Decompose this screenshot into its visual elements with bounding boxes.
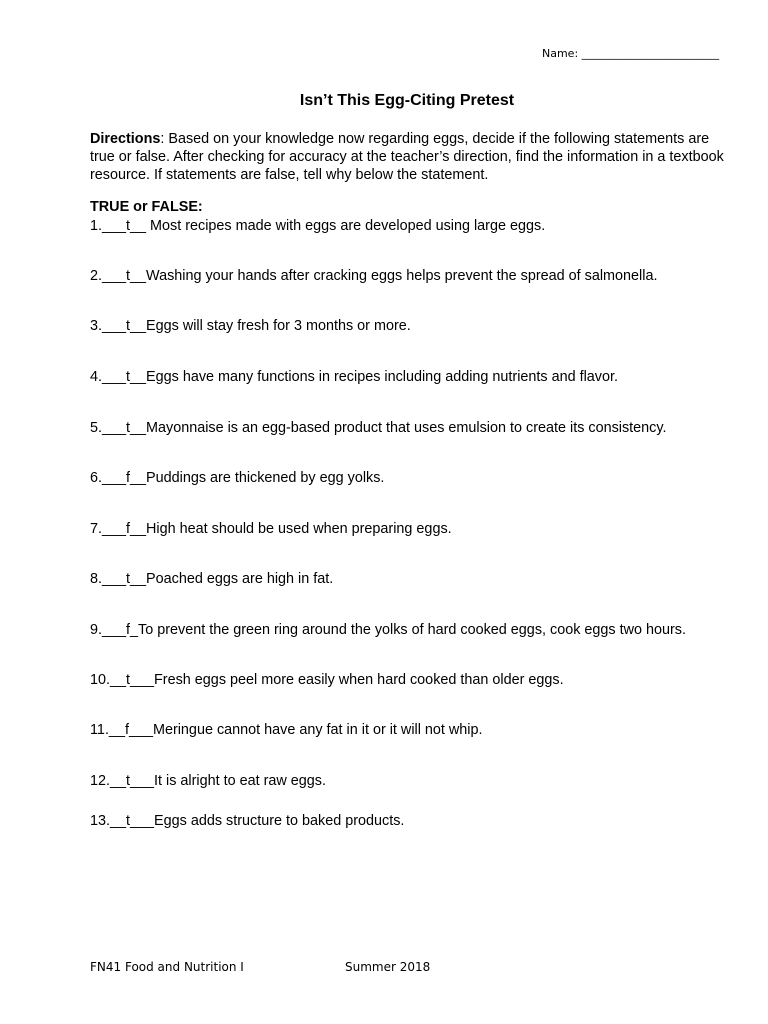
directions-label: Directions xyxy=(90,131,161,147)
directions-paragraph xyxy=(90,130,730,184)
question-3: 3.___t__Eggs will stay fresh for 3 months or more. xyxy=(90,318,411,334)
question-8: 8.___t__Poached eggs are high in fat. xyxy=(90,571,334,587)
question-1: 1.___t__ Most recipes made with eggs are developed using large eggs. xyxy=(90,218,546,234)
question-2: 2.___t__Washing your hands after cracking eggs helps prevent the spread of salmonella. xyxy=(90,268,658,284)
footer-course: FN41 Food and Nutrition I xyxy=(90,960,244,974)
page-title: Isn’t This Egg-Citing Pretest xyxy=(299,92,515,109)
question-9: 9.___f_To prevent the green ring around the yolks of hard cooked eggs, cook eggs two hours. xyxy=(90,622,686,638)
question-10: 10.__t___Fresh eggs peel more easily when hard cooked than older eggs. xyxy=(90,672,564,688)
directions-text: : Based on your knowledge now regarding eggs, decide if the following statements are true or false. After checking for accuracy at the teacher’s direction, find the information in a textbook resource. If statements are false, tell why below the statement. xyxy=(90,131,724,183)
question-12: 12.__t___It is alright to eat raw eggs. xyxy=(90,773,326,789)
name-field[interactable]: Name: _________________________ xyxy=(542,47,720,60)
question-13: 13.__t___Eggs adds structure to baked products. xyxy=(90,813,405,829)
question-6: 6.___f__Puddings are thickened by egg yolks. xyxy=(90,470,385,486)
question-4: 4.___t__Eggs have many functions in recipes including adding nutrients and flavor. xyxy=(90,369,618,385)
question-5: 5.___t__Mayonnaise is an egg-based product that uses emulsion to create its consistency. xyxy=(90,420,667,436)
question-7: 7.___f__High heat should be used when preparing eggs. xyxy=(90,521,452,537)
footer-term: Summer 2018 xyxy=(345,960,431,974)
question-11: 11.__f___Meringue cannot have any fat in it or it will not whip. xyxy=(90,722,483,738)
true-false-heading: TRUE or FALSE: xyxy=(90,199,203,215)
